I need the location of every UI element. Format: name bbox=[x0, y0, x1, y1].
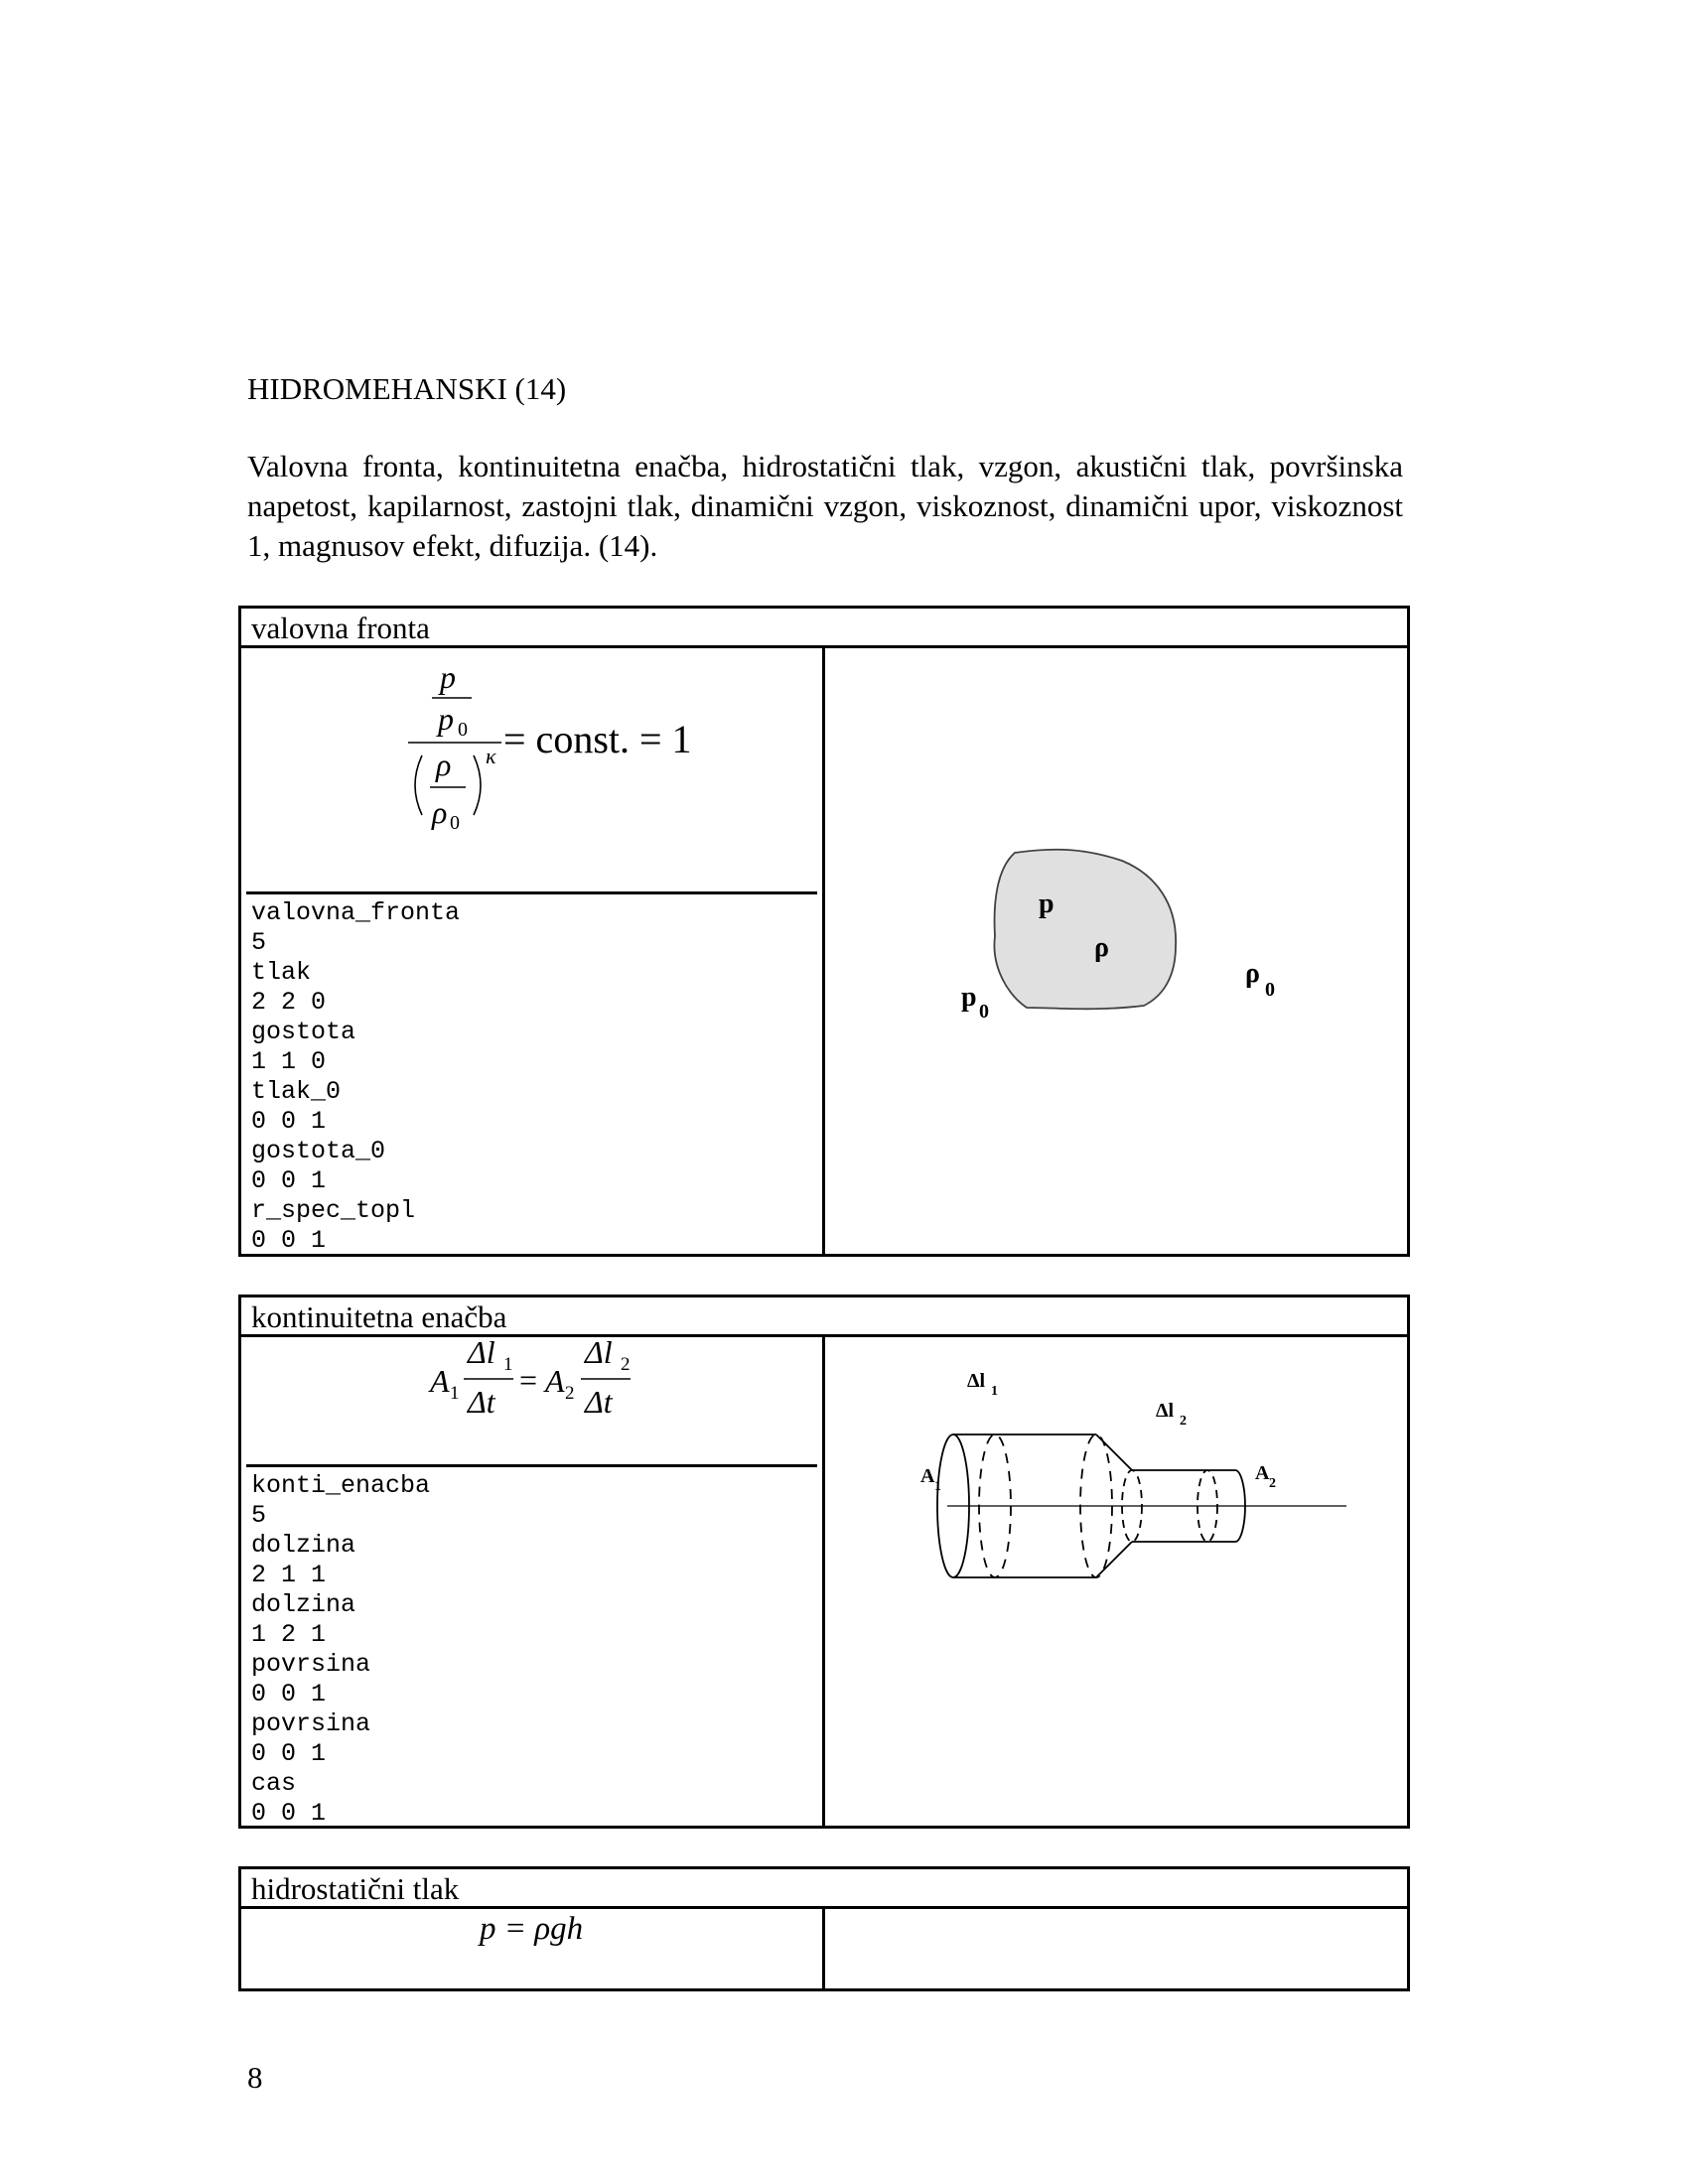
code-block bbox=[251, 1471, 430, 1829]
formula-dl2: Δl bbox=[585, 1337, 613, 1370]
code-line: tlak_0 bbox=[251, 1077, 342, 1106]
code-line: gostota bbox=[251, 1018, 356, 1046]
wavefront-diagram bbox=[828, 648, 1407, 1254]
code-line: povrsina bbox=[251, 1650, 371, 1679]
box-hidrostaticni-tlak bbox=[238, 1866, 1410, 1991]
code-line: 0 0 1 bbox=[251, 1166, 327, 1195]
code-line: 5 bbox=[251, 928, 267, 957]
formula-hidrostaticni-tlak: p = ρgh bbox=[480, 1911, 584, 1947]
a2-sub: 2 bbox=[1269, 1476, 1276, 1491]
code-line: 0 0 1 bbox=[251, 1226, 327, 1255]
a2-label: A bbox=[1255, 1462, 1270, 1484]
code-line: 1 2 1 bbox=[251, 1620, 327, 1649]
dl1-sub: 1 bbox=[991, 1384, 998, 1399]
box-body bbox=[241, 1337, 1407, 1826]
code-line: 2 2 0 bbox=[251, 988, 327, 1017]
outer-density-label: ρ bbox=[1245, 958, 1260, 989]
box-body bbox=[241, 648, 1407, 1254]
left-column bbox=[241, 1337, 825, 1826]
formula-eq: = bbox=[519, 1362, 538, 1398]
code-block bbox=[251, 898, 460, 1256]
formula-exponent: κ bbox=[486, 744, 496, 768]
code-line: dolzina bbox=[251, 1590, 356, 1619]
code-line: 0 0 1 bbox=[251, 1107, 327, 1136]
left-column bbox=[241, 1909, 825, 1988]
intro-paragraph: Valovna fronta, kontinuitetna enačba, hidrostatični tlak, vzgon, akustični tlak, površinska napetost, kapilarnost, zastojni tlak, dinamični vzgon, viskoznost, dinamični upor, viskoznost 1, magnusov efekt, difuzija. (14). bbox=[247, 449, 1403, 563]
formula-den-top: ρ bbox=[436, 747, 452, 782]
code-line: tlak bbox=[251, 958, 312, 987]
outer-pressure-label: p bbox=[961, 982, 977, 1013]
divider bbox=[246, 1464, 817, 1467]
code-line: 0 0 1 bbox=[251, 1739, 327, 1768]
code-line: cas bbox=[251, 1769, 297, 1798]
code-line: konti_enacba bbox=[251, 1471, 431, 1500]
code-line: povrsina bbox=[251, 1709, 371, 1738]
inner-pressure-label: p bbox=[1039, 888, 1055, 919]
box-kontinuitetna-enacba bbox=[238, 1295, 1410, 1829]
formula-dl1: Δl bbox=[468, 1337, 495, 1370]
formula-num-bottom-sub: 0 bbox=[458, 719, 468, 741]
code-line: r_spec_topl bbox=[251, 1196, 416, 1225]
gas-region bbox=[994, 850, 1176, 1010]
formula-a1: A bbox=[430, 1363, 450, 1399]
inner-density-label: ρ bbox=[1094, 932, 1109, 963]
formula-num-top: p bbox=[440, 659, 456, 695]
section-heading: HIDROMEHANSKI (14) bbox=[247, 371, 567, 406]
formula-den-bottom-sub: 0 bbox=[450, 812, 460, 834]
formula-a2-sub: 2 bbox=[565, 1383, 575, 1404]
right-column bbox=[828, 648, 1407, 1254]
formula-dl2-sub: 2 bbox=[621, 1354, 631, 1375]
dl2-label: Δl bbox=[1156, 1400, 1175, 1422]
right-column bbox=[828, 1337, 1407, 1826]
box-title: valovna fronta bbox=[241, 609, 1407, 648]
formula-dt2: Δt bbox=[585, 1384, 613, 1420]
dl2-sub: 2 bbox=[1180, 1414, 1187, 1429]
box-title: hidrostatični tlak bbox=[241, 1869, 1407, 1909]
right-column bbox=[828, 1909, 1407, 1988]
code-line: 0 0 1 bbox=[251, 1680, 327, 1708]
a1-sub: 1 bbox=[934, 1479, 941, 1494]
formula-a2: A bbox=[545, 1363, 565, 1399]
pipe-diagram bbox=[828, 1337, 1407, 1826]
dl1-label: Δl bbox=[967, 1370, 986, 1392]
divider bbox=[246, 891, 817, 894]
code-line: gostota_0 bbox=[251, 1137, 386, 1165]
code-line: 1 1 0 bbox=[251, 1047, 327, 1076]
formula-a1-sub: 1 bbox=[450, 1383, 460, 1404]
code-line: 0 0 1 bbox=[251, 1799, 327, 1828]
outer-pressure-sub: 0 bbox=[979, 1001, 989, 1023]
formula-kontinuitetna-enacba bbox=[241, 1337, 822, 1436]
outer-density-sub: 0 bbox=[1265, 979, 1275, 1001]
box-title: kontinuitetna enačba bbox=[241, 1297, 1407, 1337]
code-line: 5 bbox=[251, 1501, 267, 1530]
code-line: dolzina bbox=[251, 1531, 356, 1560]
page-number: 8 bbox=[247, 2060, 263, 2095]
box-valovna-fronta bbox=[238, 606, 1410, 1257]
box-body bbox=[241, 1909, 1407, 1988]
code-line: 2 1 1 bbox=[251, 1561, 327, 1589]
formula-num-bottom: p bbox=[438, 701, 454, 737]
code-line: valovna_fronta bbox=[251, 898, 461, 927]
a1-label: A bbox=[920, 1465, 935, 1487]
formula-den-bottom: ρ bbox=[432, 794, 448, 830]
formula-valovna-fronta bbox=[241, 648, 822, 857]
left-column bbox=[241, 648, 825, 1254]
formula-rhs: = const. = 1 bbox=[503, 717, 692, 761]
formula-dt1: Δt bbox=[468, 1384, 495, 1420]
formula-dl1-sub: 1 bbox=[503, 1354, 513, 1375]
